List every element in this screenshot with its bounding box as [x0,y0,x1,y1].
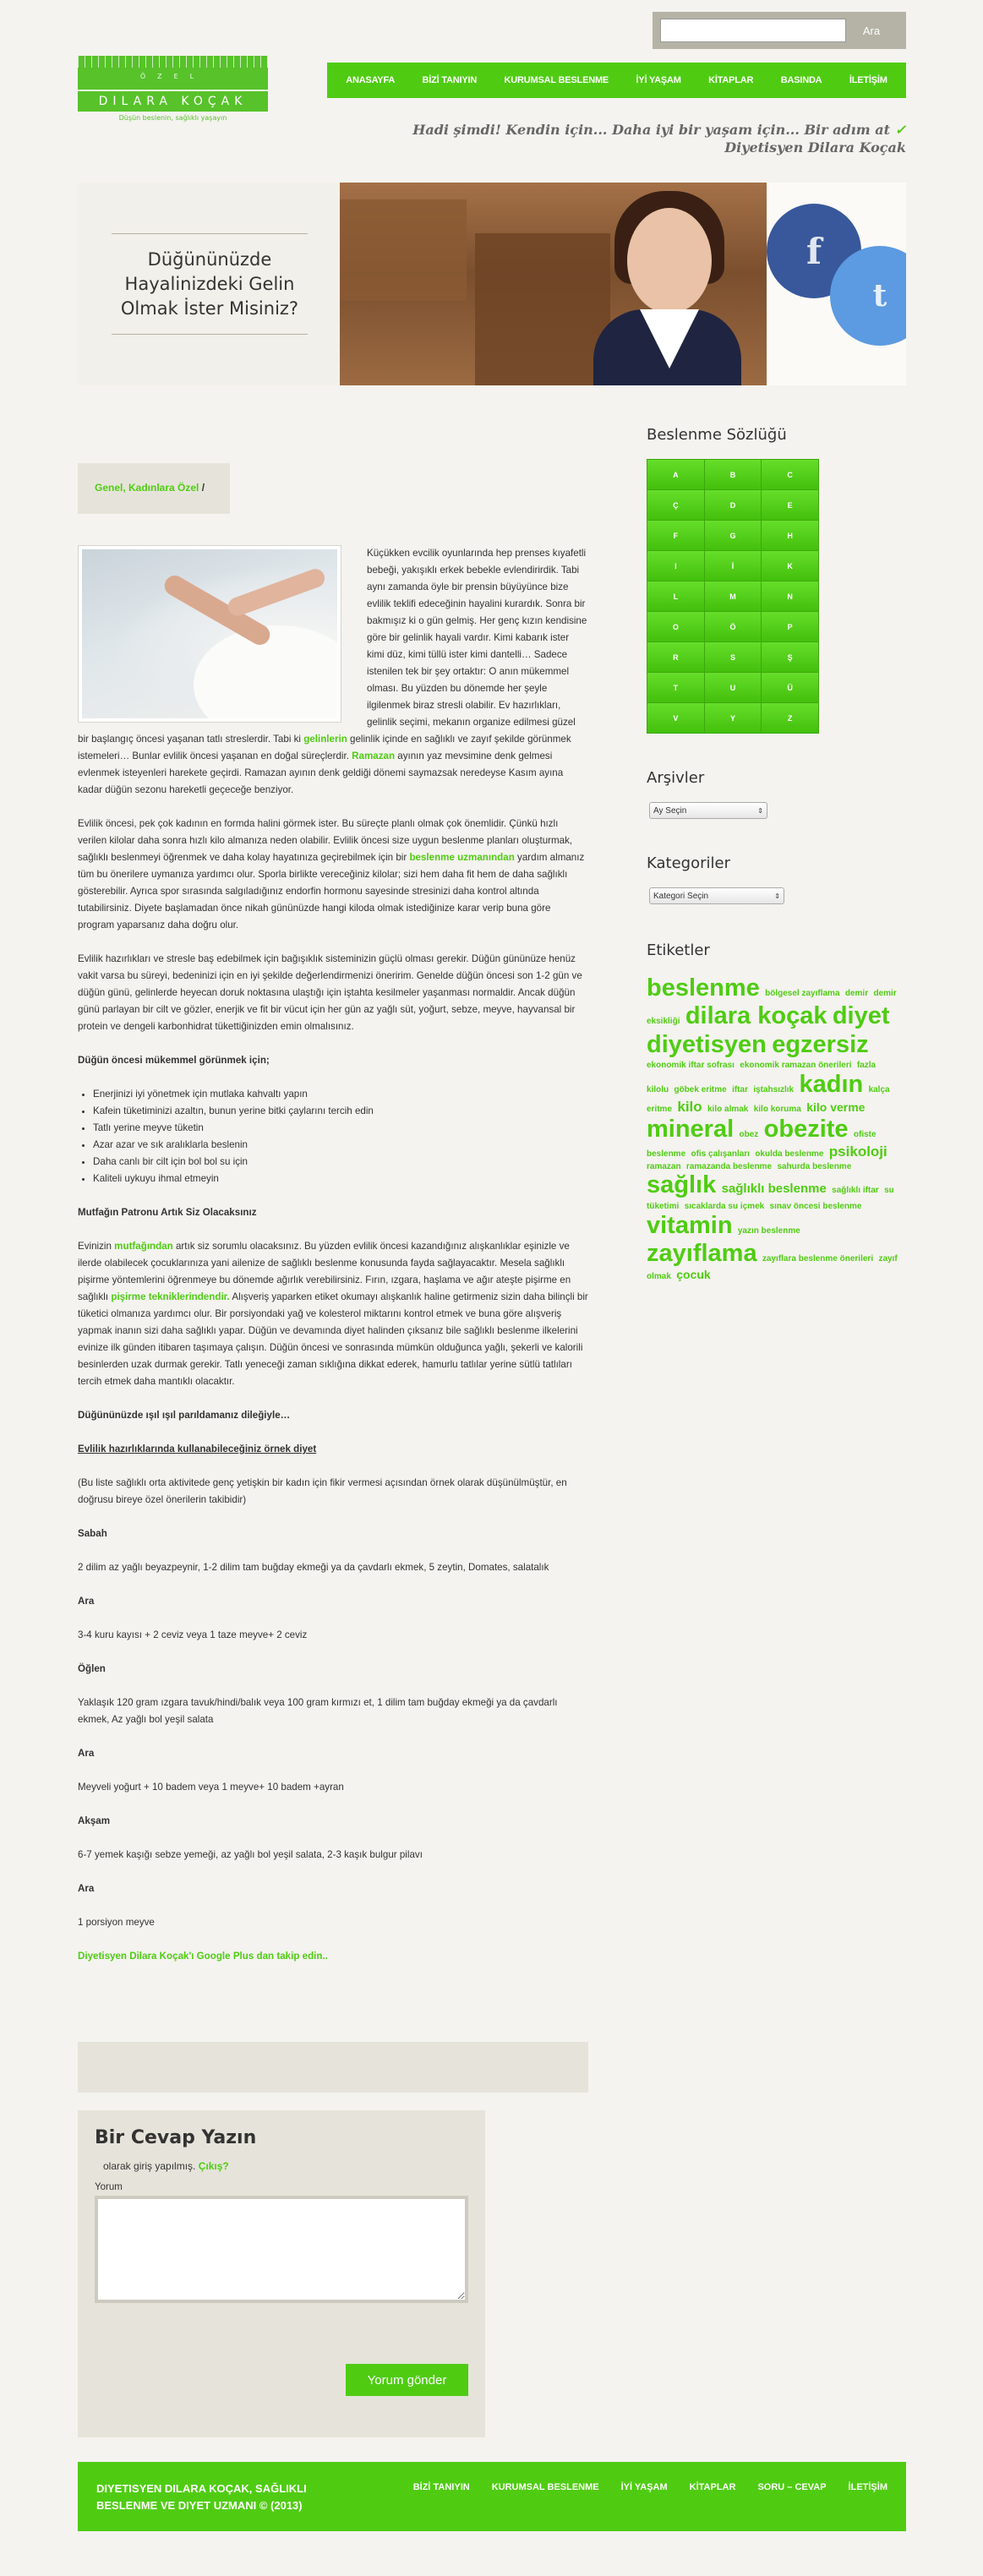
tag-link[interactable]: sağlıklı beslenme [721,1182,827,1197]
glossary-letter[interactable]: Ç [647,490,704,520]
breadcrumb-category-link[interactable]: Genel, Kadınlara Özel [95,482,199,494]
footer-nav [413,2482,887,2492]
list-item: • Enerjinizi iyi yönetmek için mutlaka kahvaltı yapın [93,1086,588,1103]
tag-link[interactable]: su tüketimi [647,1186,894,1211]
footer-nav-iletisim[interactable]: İLETİŞİM [848,2482,887,2492]
tag-link[interactable]: kadın [799,1070,864,1098]
logo-tiny: ÖZEL [139,73,206,80]
search-button[interactable]: Ara [862,24,881,37]
meal-title: Sabah [78,1528,107,1539]
tag-link[interactable]: dilara koçak [685,1002,827,1030]
updown-arrow-icon: ⇕ [757,806,763,815]
tag-link[interactable]: ramazan [647,1161,681,1171]
logged-in-note: olarak giriş yapılmış. Çıkış? [103,2160,229,2172]
social-links [767,183,906,385]
glossary-letter[interactable]: Y [705,703,762,733]
meal-text: Meyveli yoğurt + 10 badem veya 1 meyve+ 10 badem +ayran [78,1782,344,1793]
glossary-letter[interactable]: H [762,521,818,550]
tag-link[interactable]: ekonomik ramazan önerileri [740,1061,852,1071]
glossary-letter[interactable]: G [705,521,762,550]
tag-link[interactable]: iftar [732,1084,748,1094]
meal-title: Ara [78,1883,95,1894]
glossary-letter[interactable]: E [762,490,818,520]
tag-link[interactable]: ekonomik iftar sofrası [647,1061,735,1071]
tag-link[interactable]: kilo [677,1099,702,1116]
glossary-letter[interactable]: U [705,673,762,702]
reply-form [78,2110,485,2437]
glossary-letter[interactable]: A [647,460,704,489]
glossary-letter[interactable]: F [647,521,704,550]
meal-text: 6-7 yemek kaşığı sebze yemeği, az yağlı bol yeşil salata, 2-3 kaşık bulgur pilavı [78,1849,423,1860]
tags-title: Etiketler [647,941,710,959]
twitter-icon[interactable]: t [830,246,906,346]
tag-link[interactable]: egzersiz [772,1030,869,1058]
slogan [412,121,906,156]
article-paragraph: Evlilik öncesi, pek çok kadının en formda halini görmek ister. Bu süreçte planlı olmak çok önemlidir. Çünkü hızlı verilen kilolar daha sonra hızlı kilo almanıza neden olabilir. Evlilik öncesi size uygun beslenme planları oluşturmak, sağlıklı beslenmeyi öğrenmek ve daha kolay hayatınıza geçirebilmek için bir beslenme uzmanından yardım almanız tüm bu önerilere uymanıza yardımcı olur. Sporla birlikte vereceğiniz kilolar; sizi hem daha fit hem de daha sağlıklı gösterebilir. Ayrıca spor sırasında salgıladığınız endorfin hormonu sayesinde stresinizi daha kontrol altında tutabilirsiniz. Diyete başlamadan önce nikah gününüzde hangi kiloda olmak istediğinize karar verip buna göre program yaparsanız daha doğru olur. [78,818,585,931]
glossary-letter[interactable]: D [705,490,762,520]
slogan-line2: Diyetisyen Dilara Koçak [724,139,906,156]
logo-tagline: Düşün beslenin, sağlıklı yaşayın [118,114,227,122]
glossary-letter[interactable]: M [705,581,762,611]
glossary-letter[interactable]: Ş [762,642,818,672]
updown-arrow-icon: ⇕ [774,892,780,900]
tag-link[interactable]: sıcaklarda su içmek [684,1201,765,1211]
slogan-line1: Hadi şimdi! Kendin için... Daha iyi bir yaşam için... Bir adım at [412,122,891,138]
nav-kitaplar[interactable]: KİTAPLAR [708,75,754,85]
meal-title: Ara [78,1596,95,1607]
categories-title: Kategoriler [647,854,730,872]
list-heading: Düğün öncesi mükemmel görünmek için; [78,1055,270,1066]
banner-text-pane [78,183,340,385]
tag-link[interactable]: vitamin [647,1211,733,1239]
submit-comment-button[interactable]: Yorum gönder [346,2364,468,2396]
tag-link[interactable]: kilo almak [707,1105,749,1115]
tag-link[interactable]: göbek eritme [674,1084,727,1094]
link-gelinlerin[interactable]: gelinlerin [303,734,347,745]
archives-select[interactable]: Ay Seçin ⇕ [649,802,767,819]
glossary-letter[interactable]: N [762,581,818,611]
banner-headline: Düğününüzde Hayalinizdeki Gelin Olmak İster Misiniz? [112,233,308,335]
link-ramazan[interactable]: Ramazan [352,750,396,761]
tag-link[interactable]: zayıflara beslenme önerileri [762,1253,874,1263]
breadcrumb [78,463,230,514]
link-beslenme-uzmanindan[interactable]: beslenme uzmanından [409,852,515,863]
tag-link[interactable]: bölgesel zayıflama [765,989,840,998]
meal-text: 1 porsiyon meyve [78,1917,155,1928]
footer [78,2462,906,2531]
article-body [78,545,588,1982]
glossary-letter[interactable]: C [762,460,818,489]
glossary-grid [647,459,819,734]
footer-nav-iyi-yasam[interactable]: İYİ YAŞAM [620,2482,668,2492]
tag-link[interactable]: mineral [647,1115,735,1143]
nav-kurumsal-beslenme[interactable]: KURUMSAL BESLENME [504,75,609,85]
tag-link[interactable]: kalça eritme [647,1084,890,1115]
reply-title: Bir Cevap Yazın [95,2127,257,2148]
search-box [653,12,906,49]
categories-select[interactable]: Kategori Seçin ⇕ [649,887,784,904]
dietitian-photo [340,183,767,385]
meal-text: 2 dilim az yağlı beyazpeynir, 1-2 dilim tam buğday ekmeği ya da çavdarlı ekmek, 5 zeytin, Domates, salatalık [78,1562,549,1573]
footer-nav-kurumsal-beslenme[interactable]: KURUMSAL BESLENME [491,2482,599,2492]
tag-link[interactable]: demir [844,989,869,998]
wish-heading: Düğününüzde ışıl ışıl parıldamanız dileğiyle… [78,1410,291,1421]
archives-title: Arşivler [647,769,705,787]
tag-link[interactable]: obezite [763,1115,849,1143]
search-input[interactable] [660,19,846,42]
tag-link[interactable]: psikoloji [828,1143,887,1160]
tag-link[interactable]: çocuk [676,1268,711,1282]
tag-link[interactable]: diyet [832,1002,890,1030]
sample-diet-heading: Evlilik hazırlıklarında kullanabileceğiniz örnek diyet [78,1444,317,1454]
article-image [78,545,341,723]
glossary-letter[interactable]: Ü [762,673,818,702]
tag-link[interactable]: yazın beslenme [737,1225,800,1236]
link-mutfagindan[interactable]: mutfağından [114,1241,173,1252]
article-paragraph: Evlilik hazırlıkları ve stresle baş edebilmek için bağışıklık sisteminizin güçlü olması gerekir. Düğün gününüze henüz vakit varsa bu süreyi, bedeninizi için en iyi şekilde değerlendirmenizi öneririm. Genelde düğün öncesi son 1-2 gün ve düğün günü, gelinlerde heyecan doruk noktasına ulaştığı için iştahta kesilmeler yaşanması normaldir. Ancak düğün günü parlayan bir cilt ve gözler, enerjik ve fit bir vücut için her gün az yağlı süt, yoğurt, sebze, meyve, hayvansal bir protein ve dengeli karbonhidrat tükettiğinizden emin olmalısınız. [78,953,582,1032]
tag-link[interactable]: sağlıklı iftar [832,1186,879,1196]
article-paragraph: Evinizin mutfağından artık siz sorumlu olacaksınız. Bu yüzden evlilik öncesi kazandığınız alışkanlıklar eşinizle ve ilerde olabilecek çocuklarınıza yani ailenize de sağlıklı beslenme konusunda fayda sağlayacaktır. Mesela sağlıklı pişirme yöntemlerini öğrenmeye bu dönemde ağırlık verebilirsiniz. Fırın, ızgara, haşlama ve ağır ateşte pişirme en sağlıklı pişirme tekniklerindendir. Alışveriş yaparken etiket okumayı alışkanlık haline getirmeniz sizin daha bilinçli bir tüketici olmanıza yardımcı olur. Bir porsiyondaki yağ ve kolesterol miktarını kontrol etmek ve buna göre alışveriş yapmak inanın sizi daha sağlıklı yapar. Düğün ve devamında diyet halinden çıksanız bile sağlıklı beslenme ilkelerini evinize ilk günden itibaren taşımaya çalışın. Düğün öncesi ve sonrasında mümkün olduğunca yağlı, şekerli ve kalorili besinlerden uzak durmak gerekir. Tatlı yeneceği zaman sıklığına dikkat ederek, hamurlu tatlılar yerine sütlü tatlıları tercih etmek daha mantıklı olacaktır. [78,1241,588,1387]
section-heading: Mutfağın Patronu Artık Siz Olacaksınız [78,1207,257,1218]
glossary-letter[interactable]: T [647,673,704,702]
footer-nav-soru-cevap[interactable]: SORU – CEVAP [757,2482,827,2492]
sidebar [647,426,906,1282]
tag-link[interactable]: obez [739,1129,759,1139]
nav-anasayfa[interactable]: ANASAYFA [346,75,396,85]
glossary-letter[interactable]: O [647,612,704,641]
meal-text: 3-4 kuru kayısı + 2 ceviz veya 1 taze meyve+ 2 ceviz [78,1629,308,1640]
tag-link[interactable]: ofis çalışanları [691,1149,750,1160]
tag-link[interactable]: sağlık [647,1171,717,1199]
list-item: • Azar azar ve sık aralıklarla beslenin [93,1137,588,1154]
glossary-title: Beslenme Sözlüğü [647,426,787,444]
check-icon: ✓ [894,122,906,138]
list-item: • Kafein tüketiminizi azaltın, bunun yerine bitki çaylarını tercih edin [93,1103,588,1120]
google-plus-link[interactable]: Diyetisyen Dilara Koçak'ı Google Plus dan takip edin.. [78,1951,328,1962]
logout-link[interactable]: Çıkış? [198,2160,229,2172]
footer-nav-bizi-taniyin[interactable]: BİZİ TANIYIN [412,2482,470,2492]
glossary-letter[interactable]: Ö [705,612,762,641]
meal-text: Yaklaşık 120 gram ızgara tavuk/hindi/balık veya 100 gram kırmızı et, 1 dilim tam buğday ekmeği ya da çavdarlı ekmek, Az yağlı bol yeşil salata [78,1697,558,1725]
tag-link[interactable]: zayıf olmak [647,1253,898,1282]
glossary-letter[interactable]: Z [762,703,818,733]
nav-iletisim[interactable]: İLETİŞİM [849,75,887,85]
meal-title: Akşam [78,1815,111,1826]
tag-link[interactable]: ramazanda beslenme [685,1161,773,1171]
meal-title: Ara [78,1748,95,1759]
tag-link[interactable]: ofiste beslenme [647,1129,877,1160]
list-item: • Daha canlı bir cilt için bol bol su için [93,1154,588,1171]
tag-link[interactable]: kilo koruma [753,1105,801,1115]
tag-link[interactable]: beslenme [647,974,760,1001]
comment-label: Yorum [95,2182,123,2192]
tag-link[interactable]: demir eksikliği [647,989,897,1027]
tag-link[interactable]: sahurda beslenme [777,1161,852,1171]
tag-link[interactable]: zayıflama [647,1239,757,1267]
tag-link[interactable]: diyetisyen [647,1030,767,1058]
comments-bar [78,2042,588,2093]
glossary-letter[interactable]: P [762,612,818,641]
tag-link[interactable]: okulda beslenme [755,1149,824,1160]
tag-cloud [647,974,900,1282]
glossary-letter[interactable]: İ [705,551,762,581]
glossary-letter[interactable]: B [705,460,762,489]
list-item: • Tatlı yerine meyve tüketin [93,1120,588,1137]
tag-link[interactable]: sınav öncesi beslenme [769,1201,862,1211]
link-pisirme-teknikleri[interactable]: pişirme tekniklerindendir. [111,1291,230,1302]
article-intro: Küçükken evcilik oyunlarında hep prenses kıyafetli bebeği, yakışıklı erkek bebekle evlendirirdik. Tabi aynı zamanda öyle bir prensin büyüyünce bize evlilik teklifi edeceğinin hayalini kurardık. Sonra bir bakmışız ki o gün gelmiş. Her genç kızın kendisine göre bir gelinlik hayali vardır. Kimi kabarık ister kimi düz, kimi tüllü ister kimi dantelli… Sadece istenilen tek bir şey ortaktır: O anın mükemmel olması. Bu yüzden bu dönemde her şeyle ilgilenmek biraz stresli olabilir. Ev hazırlıkları, gelinlik seçimi, mekanın organize edilmesi güzel bir başlangıç öncesi yaşanan tatlı streslerdir. Tabi ki gelinlerin gelinlik içinde en sağlıklı ve zayıf şekilde görünmek istemeleri… Bunlar evlilik öncesi yaşanan en doğal süreçlerdir. Ramazan ayının yaz mevsimine denk gelmesi evlenmek isteyenleri harekete geçirdi. Ramazan ayının denk geldiği dönemi saymazsak neredeyse Kasım ayına kadar düğün sezonu hareketli geçeceğe benziyor. [78,548,587,795]
diet-note: (Bu liste sağlıklı orta aktivitede genç yetişkin bir kadın için fikir vermesi açısından örnek olarak düşünülmüştür, en doğrusu bireye özel önerilerin takibidir) [78,1477,567,1505]
footer-nav-kitaplar[interactable]: KİTAPLAR [689,2482,736,2492]
breadcrumb-separator: / [199,482,205,494]
logo-name: DILARA KOÇAK [78,91,268,112]
comment-textarea[interactable] [95,2196,468,2303]
glossary-letter[interactable]: I [647,551,704,581]
tag-link[interactable]: fazla kilolu [647,1061,877,1094]
tag-link[interactable]: iştahsızlık [753,1084,795,1094]
hero-banner [78,183,906,385]
tips-list [93,1086,588,1187]
facebook-icon[interactable]: f [767,204,861,298]
nav-basinda[interactable]: BASINDA [780,75,822,85]
nav-bizi-taniyin[interactable]: BİZİ TANIYIN [422,75,478,85]
glossary-letter[interactable]: V [647,703,704,733]
meal-title: Öğlen [78,1663,106,1674]
glossary-letter[interactable]: S [705,642,762,672]
nav-iyi-yasam[interactable]: İYİ YAŞAM [636,75,681,85]
logo-ruler [78,56,268,90]
main-nav [327,63,906,98]
glossary-letter[interactable]: R [647,642,704,672]
logo[interactable] [78,56,268,123]
glossary-letter[interactable]: L [647,581,704,611]
glossary-letter[interactable]: K [762,551,818,581]
footer-copyright: DIYETISYEN DILARA KOÇAK, SAĞLIKLI BESLENME VE DIYET UZMANI © (2013) [96,2482,307,2512]
list-item: • Kaliteli uykuyu ihmal etmeyin [93,1171,588,1187]
tag-link[interactable]: kilo verme [806,1100,866,1115]
